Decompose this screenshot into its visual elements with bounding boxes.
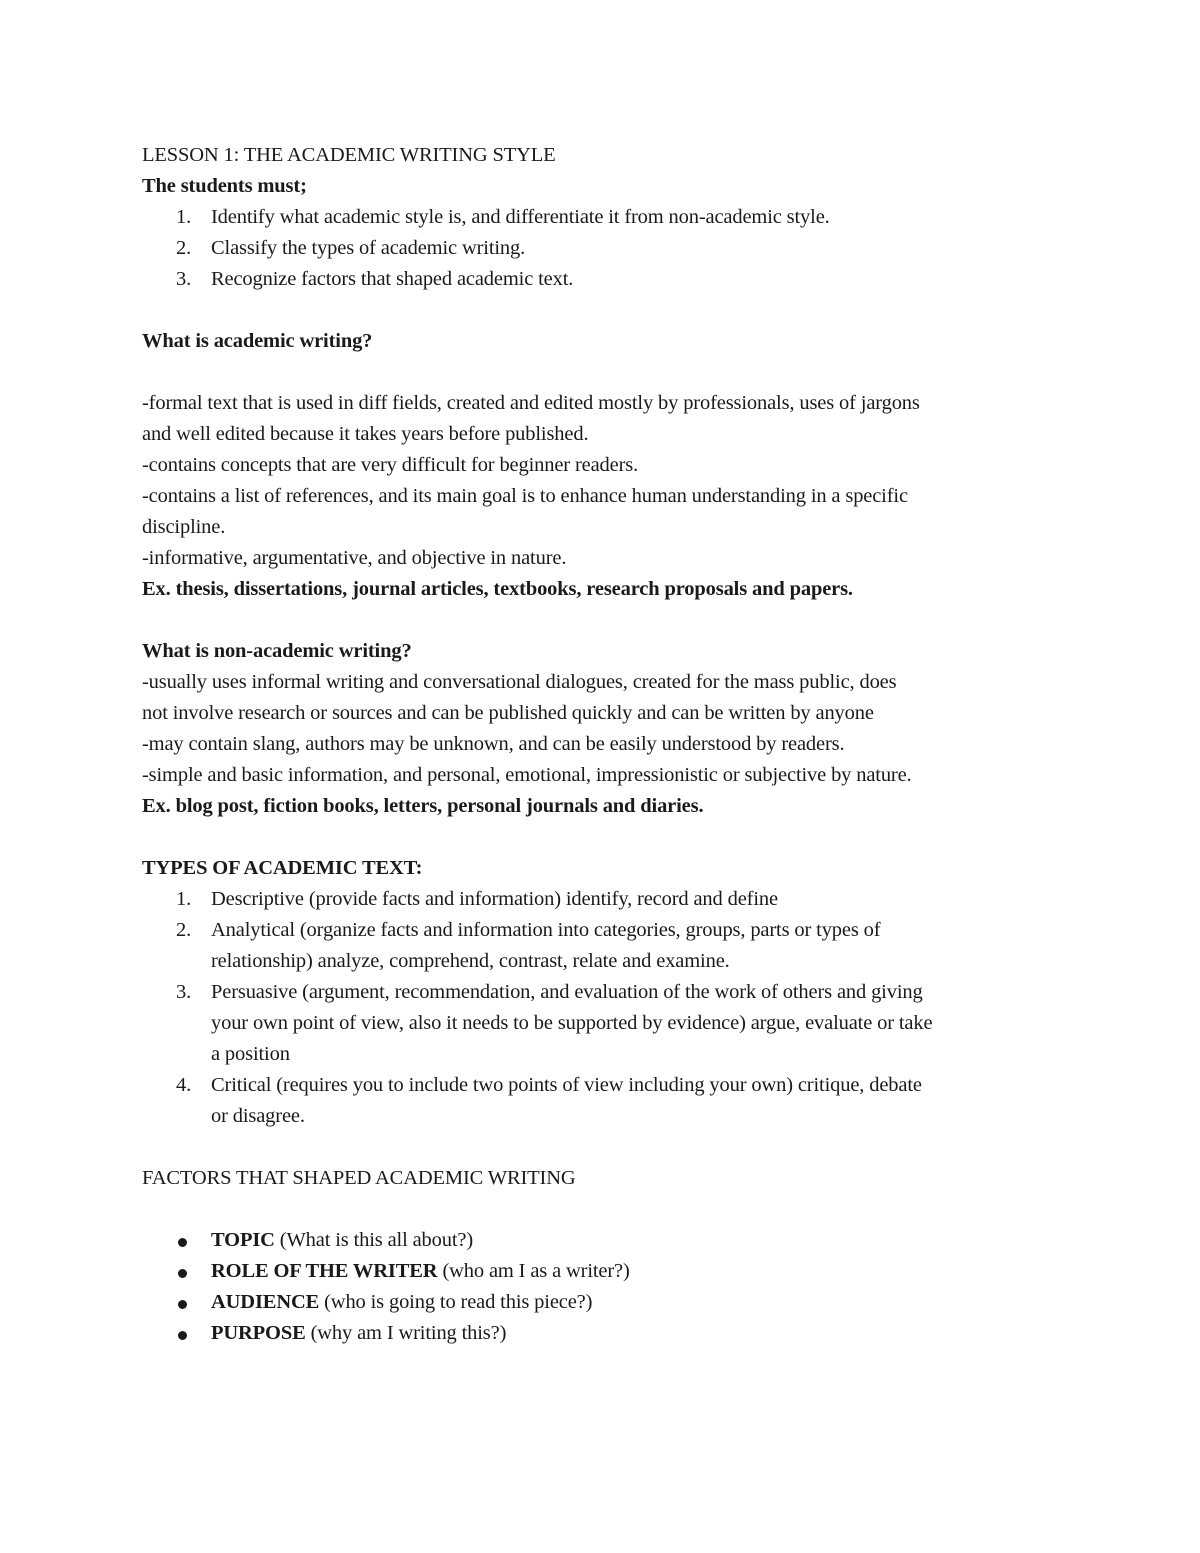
paragraph-line: -usually uses informal writing and conversational dialogues, created for the mass public, does [142, 671, 897, 693]
list-marker: 2. [176, 237, 192, 259]
academic-example: Ex. thesis, dissertations, journal articles, textbooks, research proposals and papers. [142, 578, 853, 600]
list-item-text: your own point of view, also it needs to be supported by evidence) argue, evaluate or take [211, 1012, 933, 1034]
paragraph-line: -may contain slang, authors may be unknown, and can be easily understood by readers. [142, 733, 845, 755]
list-item [142, 1256, 1072, 1287]
lesson-title: LESSON 1: THE ACADEMIC WRITING STYLE [142, 144, 556, 166]
list-item [142, 1287, 1072, 1318]
list-item [142, 1225, 1072, 1256]
list-item-text: Classify the types of academic writing. [211, 237, 526, 259]
factor-term: ROLE OF THE WRITER [211, 1260, 438, 1282]
factor-desc: (who is going to read this piece?) [319, 1291, 593, 1313]
paragraph-line: -formal text that is used in diff fields, created and edited mostly by professionals, uses of jargons [142, 392, 920, 414]
paragraph-line: and well edited because it takes years before published. [142, 423, 589, 445]
objectives-list [142, 202, 1072, 295]
list-item-text: Recognize factors that shaped academic text. [211, 268, 574, 290]
list-item [142, 233, 1072, 264]
list-item-text: Critical (requires you to include two points of view including your own) critique, debate [211, 1074, 922, 1096]
list-item-text: or disagree. [211, 1105, 305, 1127]
list-item-text: a position [211, 1043, 290, 1065]
paragraph-line: -informative, argumentative, and objective in nature. [142, 547, 567, 569]
list-marker: 1. [176, 206, 192, 228]
academic-heading: What is academic writing? [142, 330, 373, 352]
objectives-heading: The students must; [142, 175, 307, 197]
non-academic-example: Ex. blog post, fiction books, letters, personal journals and diaries. [142, 795, 704, 817]
paragraph-line: -contains concepts that are very difficult for beginner readers. [142, 454, 639, 476]
list-marker: 1. [176, 888, 192, 910]
factor-desc: (who am I as a writer?) [437, 1260, 630, 1282]
list-item-text: relationship) analyze, comprehend, contrast, relate and examine. [211, 950, 730, 972]
paragraph-line: discipline. [142, 516, 226, 538]
paragraph-line: -simple and basic information, and personal, emotional, impressionistic or subjective by nature. [142, 764, 912, 786]
list-item [142, 915, 1072, 977]
paragraph-line: -contains a list of references, and its main goal is to enhance human understanding in a specific [142, 485, 908, 507]
list-marker: 3. [176, 268, 192, 290]
list-item-text: Persuasive (argument, recommendation, and evaluation of the work of others and giving [211, 981, 923, 1003]
bullet-icon [178, 1300, 187, 1309]
list-item [142, 884, 1072, 915]
list-item [142, 1318, 1072, 1349]
list-item [142, 1070, 1072, 1132]
list-marker: 2. [176, 919, 192, 941]
list-item-text: Analytical (organize facts and information into categories, groups, parts or types of [211, 919, 881, 941]
factor-term: AUDIENCE [211, 1291, 320, 1313]
list-item-text: Identify what academic style is, and differentiate it from non-academic style. [211, 206, 830, 228]
document-page [142, 140, 1072, 1349]
list-item [142, 264, 1072, 295]
types-heading: TYPES OF ACADEMIC TEXT: [142, 857, 423, 879]
bullet-icon [178, 1238, 187, 1247]
paragraph-line: not involve research or sources and can be published quickly and can be written by anyone [142, 702, 874, 724]
bullet-icon [178, 1331, 187, 1340]
factor-desc: (why am I writing this?) [305, 1322, 507, 1344]
factor-desc: (What is this all about?) [274, 1229, 474, 1251]
list-item [142, 977, 1072, 1070]
list-marker: 4. [176, 1074, 192, 1096]
types-list [142, 884, 1072, 1132]
list-item-text: Descriptive (provide facts and information) identify, record and define [211, 888, 778, 910]
factor-term: TOPIC [211, 1229, 275, 1251]
list-item [142, 202, 1072, 233]
bullet-icon [178, 1269, 187, 1278]
factors-heading: FACTORS THAT SHAPED ACADEMIC WRITING [142, 1167, 576, 1189]
factor-term: PURPOSE [211, 1322, 306, 1344]
non-academic-heading: What is non-academic writing? [142, 640, 412, 662]
factors-list [142, 1225, 1072, 1349]
list-marker: 3. [176, 981, 192, 1003]
